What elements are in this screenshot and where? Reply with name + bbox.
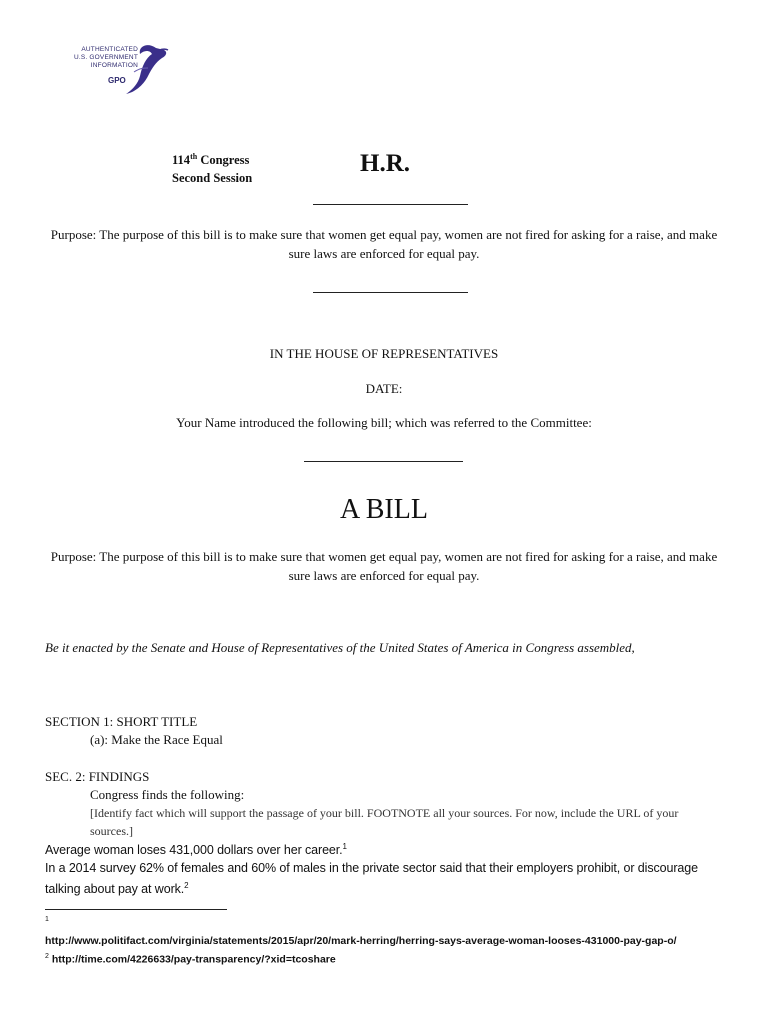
- date-line: DATE:: [365, 381, 403, 396]
- congress-session-label: [172, 148, 252, 187]
- finding-item: [45, 859, 735, 898]
- footnote-link[interactable]: http://time.com/4226633/pay-transparency/?xid=tcoshare: [51, 953, 336, 965]
- footnote-divider: [45, 909, 227, 910]
- enacting-clause: Be it enacted by the Senate and House of Representatives of the United States of America in Congress assembled,: [45, 640, 635, 655]
- section-1: [45, 713, 735, 749]
- finding-text: In a 2014 survey 62% of females and 60% of males in the private sector said that their employers prohibit, or discourage talking about pay at work.: [45, 861, 698, 897]
- footnote-2: [45, 949, 735, 968]
- house-heading: IN THE HOUSE OF REPRESENTATIVES: [269, 346, 499, 361]
- a-bill-heading: A BILL: [340, 494, 428, 525]
- findings-list: [45, 838, 735, 898]
- finding-item: [45, 838, 735, 859]
- congress-word: Congress: [200, 153, 250, 168]
- footnotes: [45, 912, 735, 967]
- instruction-note: [Identify fact which will support the passage of your bill. FOOTNOTE all your sources. For now, include the URL of your sources.]: [90, 806, 679, 838]
- divider: [313, 292, 468, 293]
- eagle-icon: [48, 38, 178, 100]
- introduction-line: Your Name introduced the following bill; which was referred to the Committee:: [176, 415, 592, 430]
- section-2-intro: Congress finds the following:: [90, 787, 245, 802]
- purpose-paragraph-2: Purpose: The purpose of this bill is to make sure that women get equal pay, women are not fired for asking for a raise, and make sure laws are enforced for equal pay.: [50, 549, 718, 583]
- footnote-number: 1: [45, 916, 49, 923]
- logo-line: AUTHENTICATED: [81, 46, 138, 53]
- footnote-number: 2: [45, 952, 49, 960]
- divider: [313, 204, 468, 205]
- congress-ordinal: th: [190, 152, 198, 161]
- logo-gpo-mark: GPO: [108, 76, 126, 85]
- logo-line: U.S. GOVERNMENT: [73, 54, 138, 61]
- footnote-ref[interactable]: 1: [342, 842, 347, 851]
- bill-title: H.R.: [360, 150, 410, 177]
- congress-line: [172, 148, 252, 169]
- section-1-item: (a): Make the Race Equal: [90, 732, 223, 747]
- section-2-heading: SEC. 2: FINDINGS: [45, 769, 150, 784]
- logo-line: INFORMATION: [90, 62, 138, 69]
- section-2: [45, 768, 735, 804]
- section-1-heading: SECTION 1: SHORT TITLE: [45, 714, 198, 729]
- footnote-ref[interactable]: 2: [184, 881, 189, 891]
- footnote-link[interactable]: http://www.politifact.com/virginia/statements/2015/apr/20/mark-herring/herring-says-average-woman-looses-431000-pay-gap-o/: [45, 934, 677, 947]
- congress-number: 114: [172, 153, 191, 168]
- purpose-paragraph: Purpose: The purpose of this bill is to make sure that women get equal pay, women are not fired for asking for a raise, and make sure laws are enforced for equal pay.: [50, 227, 718, 261]
- gpo-authentication-logo: [48, 38, 178, 100]
- divider: [304, 461, 463, 462]
- session-label: Second Session: [172, 171, 253, 186]
- footnote-1: [45, 912, 735, 949]
- finding-text: Average woman loses 431,000 dollars over her career.: [45, 843, 343, 858]
